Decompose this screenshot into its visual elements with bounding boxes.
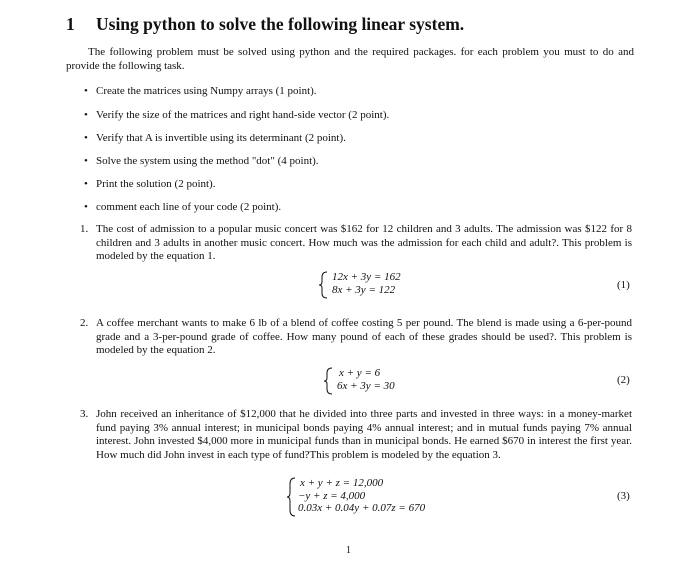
problem-number: 2. xyxy=(80,317,89,329)
equation-line: −y + z = 4,000 xyxy=(298,489,366,502)
section-title: Using python to solve the following linear system. xyxy=(96,14,465,34)
problem-2 xyxy=(80,317,632,358)
intro-text: The following problem must be solved using python and the required packages. for each problem you must to do and provide the following task. xyxy=(66,46,634,72)
bullet-icon: • xyxy=(84,155,88,167)
task-item xyxy=(84,131,346,145)
task-text: comment each line of your code (2 point). xyxy=(96,201,282,213)
equation-line: 6x + 3y = 30 xyxy=(337,379,395,392)
equation-number: (2) xyxy=(617,374,630,386)
task-item xyxy=(84,200,282,214)
task-text: Create the matrices using Numpy arrays (1 point). xyxy=(96,85,317,97)
task-text: Print the solution (2 point). xyxy=(96,178,216,190)
problem-number: 3. xyxy=(80,408,89,420)
left-brace-icon xyxy=(318,271,328,299)
section-number: 1 xyxy=(66,14,75,34)
equation-system-3 xyxy=(286,477,476,517)
equation-system-1 xyxy=(318,271,438,299)
section-heading xyxy=(66,14,464,35)
equation-line: 8x + 3y = 122 xyxy=(332,283,396,296)
equation-number: (1) xyxy=(617,279,630,291)
equation-line: x + y + z = 12,000 xyxy=(300,477,384,489)
problem-text: The cost of admission to a popular music concert was $162 for 12 children and 3 adults. The admission was $122 for 8 children and 3 adults in another music concert. How much was the admission for each child and adult?. This problem is modeled by the equation 1. xyxy=(96,223,632,263)
bullet-icon: • xyxy=(84,132,88,144)
problem-text: John received an inheritance of $12,000 that he divided into three parts and invested in three ways: in a money-market fund paying 3% annual interest; in municipal bonds paying 4% annual interest; and in mutual funds paying 7% annual interest. John invested $4,000 more in municipal funds than in municipal bonds. He earned $670 in interest the first year. How much did John invest in each type of fund?This problem is modeled by the equation 3. xyxy=(96,408,632,462)
problem-text: A coffee merchant wants to make 6 lb of a blend of coffee costing 5 per pound. The blend is made using a 6-per-pound grade and a 3-per-pound grade of coffee. How many pound of each of these grades should be used?. This problem is modeled by the equation 2. xyxy=(96,317,632,357)
bullet-icon: • xyxy=(84,178,88,190)
equation-line: 0.03x + 0.04y + 0.07z = 670 xyxy=(298,502,426,514)
task-text: Verify that A is invertible using its determinant (2 point). xyxy=(96,132,346,144)
equation-line: 12x + 3y = 162 xyxy=(332,271,401,283)
equation-system-2 xyxy=(323,367,433,395)
equation-line: x + y = 6 xyxy=(339,367,381,379)
page-number: 1 xyxy=(346,545,351,556)
task-text: Solve the system using the method "dot" (4 point). xyxy=(96,155,319,167)
left-brace-icon xyxy=(286,477,296,517)
bullet-icon: • xyxy=(84,109,88,121)
intro-paragraph xyxy=(66,45,634,73)
problem-number: 1. xyxy=(80,223,89,235)
task-item xyxy=(84,177,216,191)
task-item xyxy=(84,108,390,122)
task-item xyxy=(84,154,319,168)
task-item xyxy=(84,84,317,98)
problem-1 xyxy=(80,223,632,264)
bullet-icon: • xyxy=(84,201,88,213)
equation-number: (3) xyxy=(617,490,630,502)
task-text: Verify the size of the matrices and right hand-side vector (2 point). xyxy=(96,109,390,121)
bullet-icon: • xyxy=(84,85,88,97)
left-brace-icon xyxy=(323,367,333,395)
problem-3 xyxy=(80,408,632,463)
